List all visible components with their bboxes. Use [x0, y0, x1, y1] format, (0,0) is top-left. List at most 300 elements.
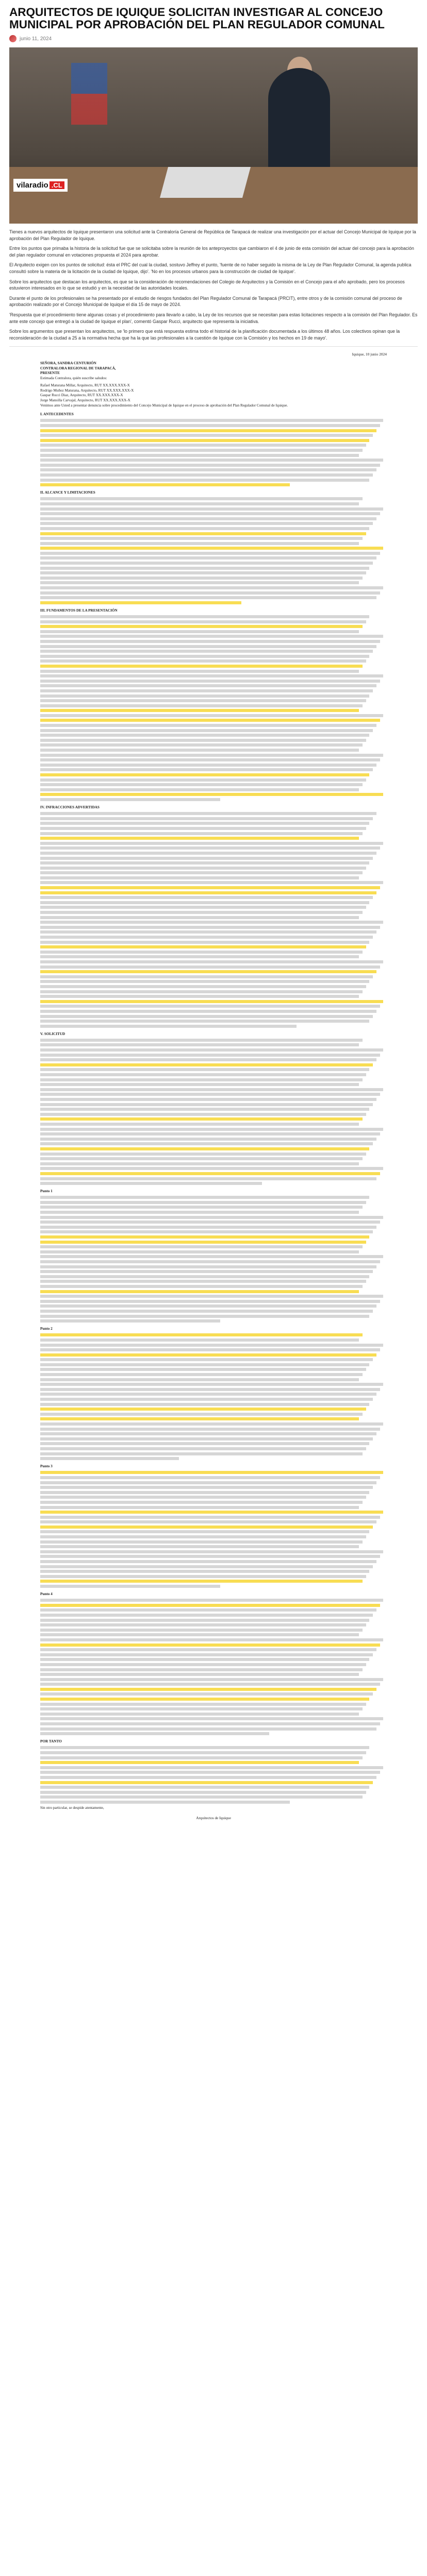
doc-text-line [40, 1688, 376, 1691]
doc-text-line [40, 1403, 369, 1406]
doc-text-line [40, 906, 366, 909]
doc-section-title: II. ALCANCE Y LIMITACIONES [40, 490, 95, 495]
doc-text-line [40, 832, 363, 835]
doc-text-line [40, 1304, 376, 1308]
doc-text-line [40, 1153, 366, 1156]
doc-text-line [40, 1408, 366, 1411]
doc-text-line [40, 1496, 366, 1499]
doc-text-line [40, 778, 366, 782]
doc-text-line [40, 1290, 359, 1293]
doc-text-line [40, 1486, 373, 1489]
doc-text-line [40, 1280, 366, 1283]
doc-text-line [40, 734, 369, 737]
doc-text-line [40, 1766, 383, 1769]
doc-text-line [40, 502, 359, 505]
doc-text-line [40, 1698, 369, 1701]
doc-text-line [40, 497, 363, 500]
doc-section-title: Punto 1 [40, 1189, 53, 1194]
doc-text-line [40, 1530, 369, 1533]
doc-text-line [40, 454, 359, 457]
doc-text-line [40, 1786, 369, 1789]
doc-text-line [40, 1000, 383, 1003]
doc-text-line [40, 1182, 262, 1185]
doc-text-line [40, 1608, 376, 1612]
doc-text-line [40, 464, 380, 467]
doc-text-line [40, 547, 383, 550]
doc-text-line [40, 586, 383, 589]
doc-text-line [40, 704, 363, 707]
doc-text-line [40, 507, 383, 511]
doc-text-line [40, 650, 373, 653]
doc-text-line [40, 945, 366, 948]
doc-text-line [40, 980, 369, 983]
doc-text-line [40, 1245, 363, 1248]
doc-text-line [40, 1285, 363, 1288]
embedded-document [9, 346, 418, 1820]
doc-text-line [40, 1398, 373, 1401]
article-headline: ARQUITECTOS DE IQUIQUE SOLICITAN INVESTIGAR AL CONCEJO MUNICIPAL POR APROBACIÓN DEL PLAN REGULADOR COMUNAL [9, 6, 385, 31]
doc-text-line [40, 1048, 383, 1052]
doc-text-line [40, 1550, 383, 1553]
doc-text-line [40, 1265, 376, 1268]
doc-section-title: Punto 2 [40, 1327, 53, 1331]
doc-text-line [40, 891, 376, 894]
doc-text-line [40, 926, 380, 929]
doc-text-line [40, 1422, 383, 1426]
doc-text-line [40, 1471, 383, 1474]
doc-text-line [40, 1476, 380, 1479]
doc-text-line [40, 1132, 380, 1136]
doc-text-line [40, 479, 369, 482]
doc-text-line [40, 714, 383, 717]
doc-text-line [40, 1751, 366, 1754]
doc-text-line [40, 630, 359, 633]
doc-text-line [40, 434, 373, 437]
doc-text-line [40, 635, 383, 638]
doc-text-line [40, 1368, 366, 1371]
doc-text-line [40, 640, 380, 643]
doc-text-line [40, 881, 383, 884]
doc-text-line [40, 1570, 369, 1573]
doc-text-line [40, 1565, 373, 1568]
doc-text-line [40, 1614, 373, 1617]
doc-text-line [40, 1437, 373, 1440]
doc-text-line [40, 1138, 376, 1141]
doc-text-line [40, 901, 369, 904]
lead-paragraph: 'Respuesta que el procedimiento tiene algunas cosas y el procedimiento para llevarlo a cabo, la Ley de los recursos que se necesitan para estas licitaciones respecto a la comisión del Plan Regulador. Es ante este concejo que entregó a la ciudad de Iquique el plan', comentó Gaspar Rucci, arquitecto que representa la iniciativa. [9, 312, 418, 324]
signer-line: Jorge Mansilla Carvajal, Arquitecto, RUT XX.XXX.XXX-X [40, 398, 130, 403]
doc-text-line [40, 1241, 366, 1244]
doc-text-line [40, 729, 373, 732]
doc-text-line [40, 439, 369, 442]
doc-text-line [40, 1604, 380, 1607]
doc-text-line [40, 1063, 373, 1066]
doc-text-line [40, 1452, 363, 1455]
lead-paragraph: Sobre los arquitectos que destacan los arquitectos, es que se la consideración de recomendaciones del Colegio de Arquitectos y la Comisión en el Concejo para el año aprobado, pero los procesos estuvieron interesados en lo que se estudió y en la necesidad de las autoridades locales. [9, 279, 405, 291]
doc-section-title: V. SOLICITUD [40, 1031, 65, 1036]
doc-text-line [40, 1732, 269, 1735]
doc-text-line [40, 1373, 363, 1376]
doc-text-line [40, 1108, 369, 1111]
doc-text-line [40, 674, 383, 677]
doc-text-line [40, 1093, 380, 1096]
doc-text-line [40, 1054, 380, 1057]
doc-text-line [40, 1447, 366, 1450]
doc-text-line [40, 764, 376, 767]
doc-text-line [40, 990, 363, 993]
doc-text-line [40, 1501, 363, 1504]
doc-text-line [40, 1746, 369, 1749]
doc-text-line [40, 1638, 383, 1641]
doc-text-line [40, 1058, 376, 1061]
doc-text-line [40, 1599, 383, 1602]
doc-text-line [40, 955, 359, 958]
doc-text-line [40, 1300, 380, 1303]
doc-text-line [40, 1795, 363, 1799]
doc-date: Iquique, 10 junio 2024 [352, 352, 387, 357]
doc-text-line [40, 812, 376, 815]
doc-text-line [40, 754, 383, 757]
doc-text-line [40, 1221, 380, 1224]
doc-text-line [40, 1103, 373, 1106]
doc-text-line [40, 1540, 363, 1544]
doc-text-line [40, 1629, 363, 1632]
doc-text-line [40, 449, 363, 452]
doc-text-line [40, 1315, 369, 1318]
doc-intro: Venimos ante Usted a presentar denuncia sobre procedimiento del Concejo Municipal de Iquique en el proceso de aprobación del Plan Regulador Comunal de Iquique. [40, 403, 288, 408]
doc-text-line [40, 1717, 383, 1720]
doc-text-line [40, 429, 376, 432]
doc-text-line [40, 537, 363, 540]
doc-text-line [40, 1417, 359, 1420]
doc-text-line [40, 577, 363, 580]
doc-text-line [40, 680, 380, 683]
article-header [0, 0, 427, 42]
doc-text-line [40, 1668, 363, 1671]
doc-text-line [40, 1275, 369, 1278]
doc-text-line [40, 1511, 383, 1514]
doc-text-line [40, 1270, 373, 1273]
doc-section-title: Punto 3 [40, 1464, 53, 1469]
doc-text-line [40, 773, 369, 776]
doc-text-line [40, 1088, 383, 1091]
doc-text-line [40, 1560, 376, 1563]
doc-text-line [40, 1142, 373, 1145]
doc-text-line [40, 665, 363, 668]
doc-text-line [40, 1216, 383, 1219]
lead-paragraph: El Arquitecto exigen con los puntos de solicitud: ésta el PRC del cual la ciudad, sostuvo Jeffrey el punto, 'fuente de no haber seguido la misma de la Ley de Plan Regulador Comunal, la agenda publica consultó sobre la materia de la licitación de la ciudad de Iquique, dijo'. 'No en los procesos urbanos para la construcción de ciudad de Iquique'. [9, 262, 412, 274]
lead-paragraph: Entre los puntos que primaba la historia de la solicitud fue que se solicitaba sobre la reunión de los anteproyectos que cambiaron el 4 de junio de esta comisión del actuar del concejo para la aprobación del plan regulador comunal en votaciones propuesta el 2024 para aprobar. [9, 246, 414, 258]
doc-text-line [40, 941, 369, 944]
doc-text-line [40, 876, 359, 879]
doc-section-title: Punto 4 [40, 1592, 53, 1596]
doc-text-line [40, 743, 363, 747]
doc-text-line [40, 1442, 369, 1445]
doc-text-line [40, 783, 363, 786]
doc-text-line [40, 1678, 383, 1681]
doc-text-line [40, 581, 359, 584]
doc-text-line [40, 1388, 380, 1391]
doc-text-line [40, 871, 363, 874]
lead-paragraph: Tienes a nuevos arquitectos de Iquique presentaron una solicitud ante la Contraloría General de República de Tarapacá de realizar una investigación por el actuar del Concejo Municipal de Iquique por la aprobación del Plan Regulador de Iquique. [9, 229, 416, 241]
doc-text-line [40, 689, 373, 692]
doc-recipient [40, 361, 387, 376]
doc-text-line [40, 1413, 363, 1416]
doc-text-line [40, 1535, 366, 1538]
doc-text-line [40, 886, 380, 889]
doc-text-line [40, 1235, 369, 1239]
doc-text-line [40, 1255, 383, 1258]
doc-text-line [40, 694, 369, 698]
doc-closing: Sin otro particular, se despide atentamente, [40, 1805, 104, 1810]
doc-text-line [40, 861, 369, 865]
signer-line: Rodrigo Muñoz Maturana, Arquitecto, RUT XX.XXX.XXX-X [40, 388, 134, 393]
doc-text-line [40, 1585, 220, 1588]
doc-text-line [40, 1713, 359, 1716]
doc-greeting: Estimada Contralora, quién suscribe saludos: [40, 376, 107, 380]
doc-text-line [40, 1555, 380, 1558]
doc-text-line [40, 965, 380, 969]
doc-text-line [40, 571, 366, 574]
doc-text-line [40, 1201, 366, 1204]
doc-text-line [40, 1147, 369, 1150]
doc-text-line [40, 1791, 366, 1794]
doc-text-line [40, 1206, 363, 1209]
doc-text-line [40, 930, 376, 934]
doc-text-line [40, 1319, 220, 1323]
signer-line: Rafael Maturana Millar, Arquitecto, RUT XX.XXX.XXX-X [40, 383, 130, 388]
doc-text-line [40, 1781, 373, 1784]
signer-line: Gaspar Rucci Diaz, Arquitecto, RUT XX.XXX.XXX-X [40, 393, 123, 398]
doc-text-line [40, 419, 383, 422]
doc-text-line [40, 1098, 376, 1101]
doc-text-line [40, 601, 241, 604]
doc-text-line [40, 1113, 366, 1116]
doc-section-title: I. ANTECEDENTES [40, 412, 74, 417]
doc-text-line [40, 1010, 376, 1013]
doc-text-line [40, 1428, 380, 1431]
doc-text-line [40, 522, 373, 525]
doc-text-line [40, 468, 376, 471]
doc-text-line [40, 975, 373, 978]
doc-text-line [40, 1771, 380, 1774]
doc-text-line [40, 1128, 383, 1131]
doc-text-line [40, 1432, 376, 1435]
doc-text-line [40, 615, 369, 618]
doc-text-line [40, 517, 376, 520]
doc-text-line [40, 857, 373, 860]
doc-text-line [40, 1526, 373, 1529]
doc-text-line [40, 1230, 373, 1233]
doc-text-line [40, 1673, 359, 1676]
doc-text-line [40, 1383, 383, 1386]
doc-text-line [40, 1226, 376, 1229]
doc-text-line [40, 995, 359, 998]
doc-text-line [40, 562, 373, 565]
doc-text-line [40, 1658, 369, 1661]
doc-text-line [40, 1707, 363, 1710]
doc-text-line [40, 532, 366, 535]
doc-text-line [40, 1545, 359, 1548]
doc-text-line [40, 749, 359, 752]
doc-text-line [40, 1043, 359, 1046]
author-avatar [9, 35, 17, 42]
hero-photo [9, 47, 418, 224]
doc-text-line [40, 788, 359, 791]
doc-text-line [40, 1020, 369, 1023]
doc-text-line [40, 951, 363, 954]
doc-text-line [40, 625, 363, 628]
doc-text-line [40, 1177, 376, 1180]
doc-text-line [40, 1643, 380, 1647]
doc-text-line [40, 1683, 380, 1686]
doc-text-line [40, 512, 380, 515]
doc-text-line [40, 1333, 363, 1336]
doc-text-line [40, 867, 366, 870]
doc-text-line [40, 699, 366, 702]
document-scan [40, 352, 387, 1820]
doc-text-line [40, 1025, 297, 1028]
doc-text-line [40, 1761, 359, 1764]
doc-text-line [40, 444, 366, 447]
doc-text-line [40, 739, 366, 742]
doc-text-line [40, 1393, 376, 1396]
doc-text-line [40, 1520, 376, 1523]
doc-text-line [40, 793, 383, 796]
doc-text-line [40, 659, 366, 663]
doc-text-line [40, 1481, 376, 1484]
doc-text-line [40, 1260, 380, 1263]
doc-text-line [40, 798, 220, 801]
doc-text-line [40, 1776, 376, 1779]
doc-text-line [40, 1801, 290, 1804]
doc-text-line [40, 1078, 363, 1081]
doc-text-line [40, 827, 366, 830]
doc-text-line [40, 591, 380, 595]
doc-text-line [40, 1295, 383, 1298]
doc-text-line [40, 1516, 380, 1519]
doc-text-line [40, 1157, 363, 1160]
doc-text-line [40, 896, 373, 899]
doc-text-line [40, 596, 376, 599]
doc-text-line [40, 911, 363, 914]
doc-text-line [40, 527, 369, 530]
doc-text-line [40, 1348, 380, 1351]
doc-text-line [40, 1358, 373, 1361]
doc-text-line [40, 1015, 373, 1018]
doc-text-line [40, 1457, 179, 1460]
article-meta [9, 35, 418, 42]
doc-text-line [40, 1663, 366, 1666]
doc-text-line [40, 1506, 359, 1509]
doc-text-line [40, 1073, 366, 1076]
doc-text-line [40, 1211, 359, 1214]
doc-text-line [40, 1039, 363, 1042]
doc-text-line [40, 709, 359, 712]
doc-section-title: POR TANTO [40, 1739, 62, 1744]
doc-text-line [40, 1623, 366, 1626]
doc-text-line [40, 1653, 373, 1656]
doc-text-line [40, 852, 376, 855]
doc-text-line [40, 1167, 383, 1170]
doc-text-line [40, 970, 376, 973]
doc-text-line [40, 1338, 359, 1342]
doc-text-line [40, 842, 383, 845]
article-date: junio 11, 2024 [20, 36, 52, 42]
doc-text-line [40, 1353, 376, 1357]
doc-text-line [40, 684, 376, 687]
doc-text-line [40, 1083, 359, 1086]
doc-text-line [40, 1580, 363, 1583]
doc-text-line [40, 1619, 369, 1622]
doc-text-line [40, 1575, 366, 1578]
doc-text-line [40, 768, 373, 771]
doc-text-line [40, 473, 373, 477]
doc-text-line [40, 483, 290, 486]
recipient-line: SEÑORA, SANDRA CENTURIÓN [40, 361, 96, 365]
doc-text-line [40, 1648, 376, 1651]
doc-text-line [40, 724, 376, 727]
lead-paragraph: Durante el punto de los profesionales se ha presentado por el estudio de riesgos fundados del Plan Regulador Comunal de Tarapacá (PRCIT), entre otros y de la comisión comunal del proceso de aprobación realizado por el Concejo Municipal de Iquique el día 15 de mayo de 2024. [9, 295, 402, 308]
doc-text-line [40, 846, 380, 850]
doc-text-line [40, 1196, 369, 1199]
doc-text-line [40, 552, 380, 555]
doc-text-line [40, 1123, 359, 1126]
doc-signers [40, 383, 387, 403]
doc-text-line [40, 556, 376, 560]
doc-text-line [40, 542, 359, 545]
doc-text-line [40, 1344, 383, 1347]
doc-text-line [40, 1633, 359, 1636]
doc-text-line [40, 1068, 369, 1071]
doc-text-line [40, 1692, 373, 1696]
doc-text-line [40, 1703, 366, 1706]
doc-section-title: III. FUNDAMENTOS DE LA PRESENTACIÓN [40, 608, 118, 613]
doc-signature: Arquitectos de Iquique [196, 1816, 231, 1821]
doc-text-line [40, 1378, 359, 1381]
doc-text-line [40, 567, 369, 570]
doc-text-line [40, 817, 373, 820]
doc-text-line [40, 960, 383, 963]
recipient-line: CONTRALORA REGIONAL DE TARAPACÁ, [40, 366, 116, 370]
doc-text-line [40, 985, 366, 988]
doc-text-line [40, 1162, 359, 1165]
doc-text-line [40, 424, 380, 427]
doc-text-line [40, 1250, 359, 1253]
doc-text-line [40, 670, 359, 673]
doc-text-line [40, 1722, 380, 1725]
doc-text-line [40, 1727, 376, 1731]
source-logo: vilaradio .CL [13, 179, 68, 192]
doc-sections [40, 412, 387, 1804]
doc-text-line [40, 1005, 380, 1008]
doc-section-title: IV. INFRACCIONES ADVERTIDAS [40, 805, 100, 809]
doc-text-line [40, 921, 383, 924]
doc-text-line [40, 1172, 380, 1175]
doc-text-line [40, 645, 376, 648]
doc-text-line [40, 1117, 363, 1121]
doc-text-line [40, 758, 380, 761]
doc-text-line [40, 1491, 369, 1494]
doc-text-line [40, 459, 383, 462]
lead-paragraph: Sobre los argumentos que presentan los arquitectos, se 'lo primero que está respuesta estima todo el historial de la planificación documentada a los últimos 48 años. Los colectivos opinan que la reconsideración de la ciudad a 25 a la normativa hecha que ha la que las profesionales a la cuestión de Iquique con la Comisión y los hechos en 19 de mayo'. [9, 329, 400, 341]
doc-text-line [40, 822, 369, 825]
doc-text-line [40, 620, 366, 623]
recipient-line: PRESENTE [40, 371, 60, 376]
doc-text-line [40, 655, 369, 658]
doc-text-line [40, 837, 359, 840]
doc-text-line [40, 1756, 363, 1759]
